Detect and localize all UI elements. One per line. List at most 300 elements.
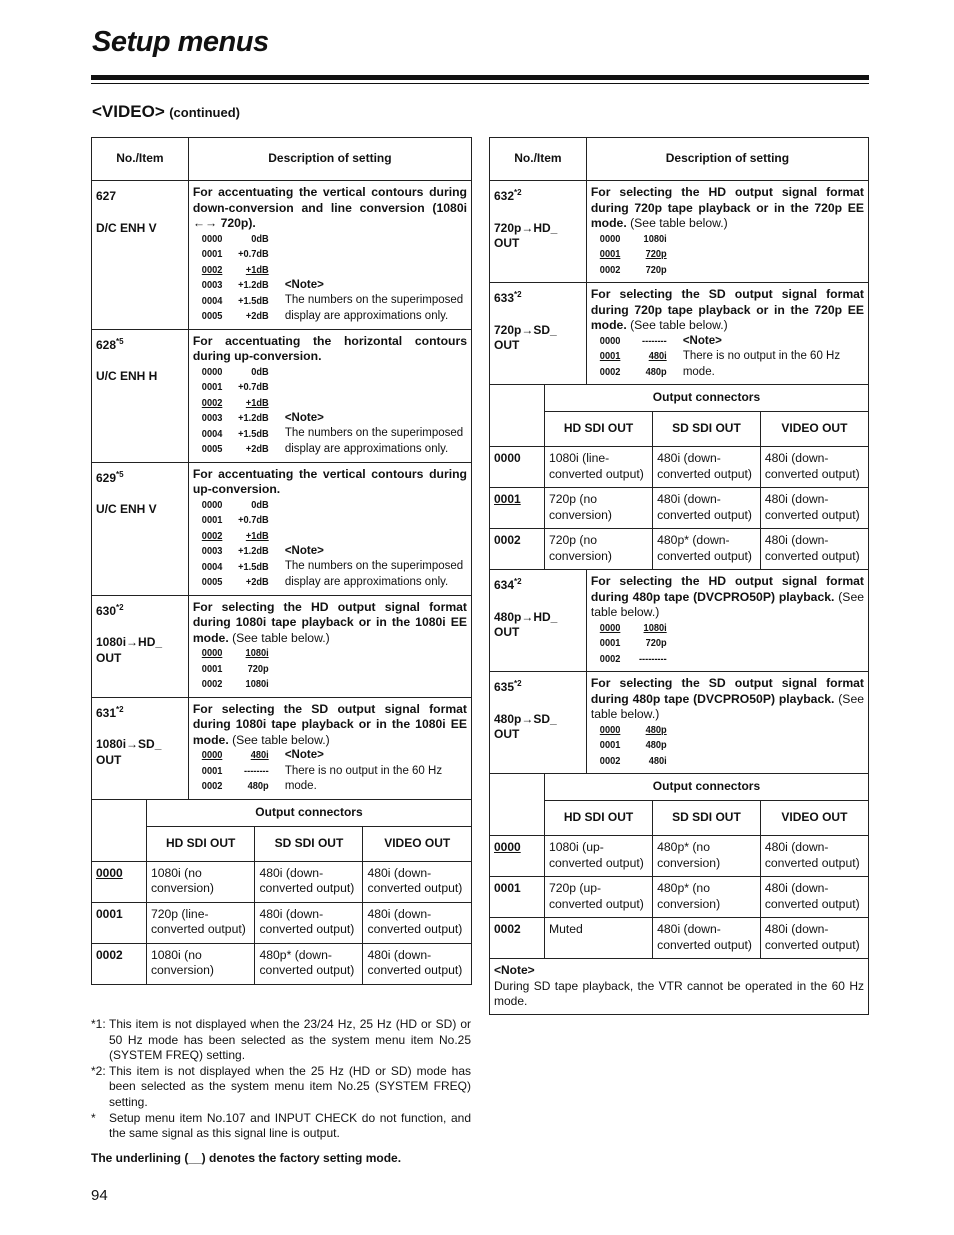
- item-description-tail: (See table below.): [232, 630, 330, 645]
- output-row: [490, 447, 869, 488]
- option-list: [193, 365, 279, 458]
- option-code: 0004: [201, 294, 223, 307]
- option-code: 0002: [599, 652, 621, 665]
- option-note: [285, 278, 467, 325]
- item-description: [193, 702, 467, 749]
- output-values-table: [545, 918, 868, 958]
- output-values-cell: [544, 877, 868, 918]
- option-row: [193, 575, 269, 591]
- output-video-value: 480i (down-converted output): [760, 488, 868, 528]
- note-text: During SD tape playback, the VTR cannot be operated in the 60 Hz mode.: [494, 978, 864, 1008]
- output-values-table: [147, 944, 471, 984]
- output-values-row: [545, 836, 868, 876]
- item-code-number: 634: [494, 578, 515, 592]
- item-footnote-ref: *5: [116, 469, 124, 479]
- output-values-cell: [544, 836, 868, 877]
- output-sd-value: 480p* (down-converted output): [653, 529, 761, 569]
- output-col-table: [147, 827, 471, 861]
- item-code-number: 631: [96, 705, 117, 720]
- option-value: --------: [243, 764, 269, 777]
- option-row: [591, 754, 667, 770]
- option-row: [193, 411, 269, 427]
- option-row: [193, 498, 269, 514]
- option-row: [193, 427, 269, 443]
- option-row: [193, 247, 269, 263]
- option-code: 0004: [201, 427, 223, 440]
- note-text: There is no output in the 60 Hz mode.: [284, 764, 443, 792]
- output-values-cell: [146, 902, 471, 943]
- option-list: [591, 723, 677, 770]
- setting-row: [490, 181, 869, 283]
- item-code-number: 629: [96, 470, 117, 485]
- output-video-value: 480i (down-converted output): [363, 944, 471, 984]
- output-values-row: [545, 488, 868, 528]
- option-value: 480i: [250, 749, 269, 761]
- output-col-header-cell: VIDEO OUT: [363, 827, 471, 861]
- option-value: +2dB: [245, 576, 269, 588]
- option-value: +1.2dB: [237, 279, 269, 291]
- output-sd-value: 480i (down-converted output): [653, 488, 761, 528]
- output-hd-value: 720p (line-converted output): [147, 903, 255, 943]
- output-sd-value: 480i (down-converted output): [653, 447, 761, 487]
- option-code: 0002: [599, 263, 621, 276]
- option-value: +0.7dB: [237, 248, 269, 260]
- item-name: 1080i→HD_ OUT: [96, 635, 163, 665]
- item-number-cell: [92, 697, 189, 799]
- option-value: 480i: [648, 754, 667, 767]
- item-description-text: For accentuating the horizontal contours during up-conversion.: [192, 333, 467, 363]
- option-row: [193, 544, 269, 560]
- output-col-cell: [544, 801, 868, 836]
- option-code: 0000: [599, 334, 621, 347]
- output-values-row: [545, 529, 868, 569]
- output-sd-value: 480p* (no conversion): [653, 836, 761, 876]
- option-row: [193, 662, 269, 678]
- output-hd-value: 1080i (no conversion): [147, 944, 255, 984]
- item-description: [193, 334, 467, 365]
- option-code: 0002: [201, 780, 223, 792]
- option-value: +1.5dB: [237, 427, 269, 440]
- option-value: 480p: [645, 739, 667, 751]
- footnote-text: This item is not displayed when the 23/24 Hz, 25 Hz (HD or SD) or 50 Hz mode has been selected as the system menu item No.25 (SYSTEM FREQ) setting.: [109, 1017, 471, 1063]
- option-code: 0002: [599, 754, 621, 767]
- item-name: 720p→SD_ OUT: [494, 322, 557, 352]
- item-description-cell: [586, 181, 868, 283]
- item-description-text: For selecting the HD output signal format during 720p tape playback or in the 720p EE mode.: [590, 185, 864, 230]
- left-settings-table: [91, 137, 472, 985]
- item-description: [591, 676, 864, 723]
- output-col-row: [92, 826, 472, 861]
- item-code-number: 633: [494, 291, 515, 305]
- note-title: <Note>: [284, 544, 324, 557]
- option-row: [193, 365, 269, 381]
- output-values-row: [545, 918, 868, 958]
- output-values-cell: [146, 861, 471, 902]
- setting-row: [92, 462, 472, 595]
- options-block: [591, 232, 864, 279]
- item-description-cell: [586, 672, 868, 774]
- option-value: +1.5dB: [237, 294, 269, 307]
- output-row: [92, 902, 472, 943]
- option-value: ---------: [638, 652, 667, 665]
- output-video-value: 480i (down-converted output): [760, 836, 868, 876]
- item-footnote-ref: *2: [116, 704, 124, 714]
- option-code: 0000: [201, 365, 223, 378]
- item-description-text: For accentuating the vertical contours during down-conversion and line conversion (1080i ←→ 720p).: [192, 185, 467, 230]
- option-row: [591, 263, 667, 279]
- option-code: 0000: [201, 647, 223, 659]
- output-hd-value: 1080i (up-converted output): [545, 836, 653, 876]
- footnote-text: This item is not displayed when the 25 Hz (HD or SD) mode has been selected as the system menu item No.25 (SYSTEM FREQ) setting.: [109, 1063, 471, 1109]
- section-main: <VIDEO>: [92, 102, 165, 121]
- setting-row: [92, 697, 472, 799]
- item-name: D/C ENH V: [96, 220, 157, 235]
- output-values-table: [545, 529, 868, 569]
- output-col-row: [490, 412, 869, 447]
- option-row: [193, 646, 269, 662]
- option-row: [193, 294, 269, 310]
- output-col-header-cell: SD SDI OUT: [255, 827, 363, 861]
- output-col-header-cell: HD SDI OUT: [147, 827, 255, 861]
- option-row: [193, 263, 269, 279]
- output-values-table: [545, 877, 868, 917]
- setting-row: [92, 329, 472, 462]
- item-description-tail: (See table below.): [590, 589, 864, 619]
- output-corner-cell: [490, 774, 545, 836]
- item-code: [96, 467, 184, 487]
- item-description-cell: [188, 181, 471, 330]
- options-block: [193, 646, 467, 693]
- item-number-cell: [92, 181, 189, 330]
- option-note: [683, 334, 864, 381]
- note-title: <Note>: [682, 334, 722, 347]
- item-description-text: For selecting the HD output signal format during 480p tape (DVCPRO50P) playback.: [590, 574, 864, 604]
- option-code: 0001: [201, 662, 223, 675]
- setting-row: [92, 595, 472, 697]
- item-name: 720p→HD_ OUT: [494, 220, 558, 250]
- option-list: [193, 498, 279, 591]
- setting-row: [490, 570, 869, 672]
- output-hd-value: 1080i (line-converted output): [545, 447, 653, 487]
- item-description: [193, 467, 467, 498]
- item-description-text: For selecting the SD output signal format during 480p tape (DVCPRO50P) playback.: [590, 676, 864, 706]
- option-list: [193, 646, 279, 693]
- output-hd-value: 720p (no conversion): [545, 529, 653, 569]
- item-number-cell: [490, 672, 587, 774]
- note-text: The numbers on the superimposed display are approximations only.: [284, 427, 464, 455]
- item-name: 480p→SD_ OUT: [494, 711, 557, 741]
- item-code: [494, 185, 582, 205]
- option-code: 0004: [201, 560, 223, 573]
- footnotes: [91, 1017, 471, 1142]
- output-sd-value: 480i (down-converted output): [255, 862, 363, 902]
- output-col-header-cell: VIDEO OUT: [760, 801, 868, 835]
- item-name: 480p→HD_ OUT: [494, 609, 558, 639]
- output-values-table: [147, 862, 471, 902]
- output-hd-value: 720p (up-converted output): [545, 877, 653, 917]
- option-value: 480p: [645, 723, 667, 736]
- output-hd-value: 1080i (no conversion): [147, 862, 255, 902]
- footnote-mark: *1:: [91, 1017, 106, 1031]
- output-corner-cell: [490, 385, 545, 447]
- output-title: Output connectors: [146, 799, 471, 826]
- item-code: [494, 574, 582, 594]
- note-title: <Note>: [494, 963, 535, 977]
- option-code: 0001: [201, 248, 223, 260]
- option-row: [193, 442, 269, 458]
- option-code: 0001: [201, 764, 223, 777]
- option-code: 0002: [201, 396, 223, 409]
- note-title: <Note>: [284, 278, 324, 291]
- option-row: [591, 652, 667, 668]
- item-code: [494, 287, 582, 307]
- option-row: [193, 278, 269, 294]
- output-values-table: [545, 447, 868, 487]
- item-description-tail: (See table below.): [232, 732, 330, 747]
- item-description: [193, 600, 467, 647]
- option-value: 0dB: [251, 498, 269, 511]
- option-row: [193, 779, 269, 795]
- output-col-header-cell: SD SDI OUT: [653, 412, 761, 446]
- item-description-tail: (See table below.): [630, 216, 728, 230]
- output-col-row: [490, 801, 869, 836]
- option-value: 1080i: [643, 621, 667, 634]
- output-col-table: [545, 801, 868, 835]
- output-col-header: [147, 827, 471, 861]
- option-value: +2dB: [245, 310, 269, 322]
- option-value: 480p: [247, 780, 269, 792]
- item-description-text: For selecting the HD output signal format during 1080i tape playback or in the 1080i EE mode.: [192, 599, 467, 645]
- output-values-row: [147, 903, 471, 943]
- output-sd-value: 480p* (no conversion): [653, 877, 761, 917]
- output-title-row: [92, 799, 472, 826]
- item-code: [96, 702, 184, 722]
- output-row: [92, 861, 472, 902]
- option-code: 0000: [201, 749, 223, 761]
- option-value: 720p: [247, 662, 269, 675]
- option-value: 0dB: [251, 365, 269, 378]
- output-code: 0001: [490, 488, 545, 529]
- section-heading: [92, 102, 240, 122]
- output-values-cell: [544, 488, 868, 529]
- item-description-cell: [188, 462, 471, 595]
- option-code: 0002: [201, 678, 223, 690]
- output-row: [490, 918, 869, 959]
- item-code-number: 632: [494, 189, 515, 203]
- option-value: +1dB: [245, 263, 269, 276]
- option-code: 0001: [599, 248, 621, 260]
- output-code: 0000: [92, 861, 147, 902]
- option-row: [591, 349, 667, 365]
- section-sub: (continued): [169, 105, 240, 120]
- option-value: 1080i: [643, 232, 667, 245]
- note-title: <Note>: [284, 411, 324, 424]
- option-code: 0005: [201, 310, 223, 322]
- option-note: [285, 411, 467, 458]
- option-row: [591, 247, 667, 263]
- option-code: 0002: [201, 263, 223, 276]
- title-rule: [91, 75, 869, 80]
- item-description: [591, 287, 864, 334]
- option-value: +0.7dB: [237, 381, 269, 393]
- option-list: [591, 334, 677, 381]
- option-row: [591, 723, 667, 739]
- item-code-number: 630: [96, 603, 117, 618]
- col-header-no: No./Item: [92, 138, 189, 181]
- item-description-tail: (See table below.): [630, 318, 728, 332]
- item-number-cell: [490, 181, 587, 283]
- options-block: [193, 365, 467, 458]
- output-title-row: [490, 385, 869, 412]
- option-row: [193, 380, 269, 396]
- output-title: Output connectors: [544, 385, 868, 412]
- note-text: The numbers on the superimposed display are approximations only.: [284, 560, 464, 588]
- output-col-cell: [146, 826, 471, 861]
- output-values-cell: [544, 529, 868, 570]
- option-code: 0002: [201, 529, 223, 542]
- option-value: 720p: [645, 263, 667, 276]
- output-values-row: [147, 944, 471, 984]
- option-list: [591, 621, 677, 668]
- option-row: [193, 396, 269, 412]
- footnote-text: Setup menu item No.107 and INPUT CHECK do not function, and the same signal as this signal line is output.: [109, 1110, 471, 1141]
- col-header-desc: Description of setting: [188, 138, 471, 181]
- item-description-cell: [188, 329, 471, 462]
- option-value: +1.2dB: [237, 545, 269, 557]
- option-note: [285, 748, 467, 795]
- option-value: +1.2dB: [237, 412, 269, 424]
- item-description-cell: [586, 283, 868, 385]
- setting-row: [490, 672, 869, 774]
- output-video-value: 480i (down-converted output): [363, 862, 471, 902]
- option-row: [193, 232, 269, 248]
- option-row: [193, 309, 269, 325]
- output-values-row: [147, 862, 471, 902]
- output-col-header-cell: VIDEO OUT: [760, 412, 868, 446]
- item-number-cell: [490, 283, 587, 385]
- header-row: [92, 138, 472, 181]
- footnote-mark: *2:: [91, 1063, 106, 1078]
- item-footnote-ref: *2: [116, 602, 124, 612]
- output-row: [490, 836, 869, 877]
- options-block: [193, 232, 467, 325]
- output-title-row: [490, 774, 869, 801]
- option-code: 0001: [201, 514, 223, 526]
- item-code-number: 628: [96, 337, 117, 352]
- item-footnote-ref: *2: [514, 577, 522, 586]
- option-value: +1dB: [245, 529, 269, 542]
- output-row: [490, 488, 869, 529]
- item-code-number: 635: [494, 680, 515, 694]
- option-code: 0001: [201, 381, 223, 393]
- output-values-table: [147, 903, 471, 943]
- item-description-cell: [188, 697, 471, 799]
- output-col-header: [545, 801, 868, 835]
- option-code: 0000: [201, 498, 223, 511]
- item-number-cell: [490, 570, 587, 672]
- output-video-value: 480i (down-converted output): [363, 903, 471, 943]
- output-values-table: [545, 836, 868, 876]
- item-name: U/C ENH V: [96, 502, 157, 516]
- underline-note: The underlining (__) denotes the factory setting mode.: [91, 1151, 402, 1165]
- output-row: [490, 877, 869, 918]
- output-values-row: [545, 877, 868, 917]
- option-row: [591, 365, 667, 381]
- output-hd-value: 720p (no conversion): [545, 488, 653, 528]
- output-col-cell: [544, 412, 868, 447]
- output-code: 0002: [92, 943, 147, 984]
- option-value: 720p: [645, 637, 667, 649]
- option-value: 480i: [648, 350, 667, 362]
- footnote: [91, 1017, 471, 1064]
- item-description: [193, 185, 467, 232]
- note-cell: [490, 959, 869, 1015]
- note-title: <Note>: [284, 749, 324, 761]
- output-sd-value: 480p* (down-converted output): [255, 944, 363, 984]
- output-col-table: [545, 412, 868, 446]
- item-footnote-ref: *5: [116, 336, 124, 346]
- output-video-value: 480i (down-converted output): [760, 877, 868, 917]
- option-row: [193, 529, 269, 545]
- footnote: [91, 1064, 471, 1111]
- options-block: [591, 723, 864, 770]
- output-col-header: [545, 412, 868, 446]
- item-code: [96, 600, 184, 620]
- output-video-value: 480i (down-converted output): [760, 529, 868, 569]
- option-row: [591, 334, 667, 350]
- option-code: 0000: [201, 232, 223, 245]
- option-note: [285, 544, 467, 591]
- output-corner-cell: [92, 799, 147, 861]
- option-code: 0002: [599, 365, 621, 378]
- output-col-header-cell: SD SDI OUT: [653, 801, 761, 835]
- item-footnote-ref: *2: [514, 290, 522, 299]
- option-code: 0000: [599, 621, 621, 634]
- header-row: [490, 138, 869, 181]
- note-text: The numbers on the superimposed display are approximations only.: [284, 294, 464, 322]
- option-value: 1080i: [245, 647, 269, 659]
- note-row: [490, 959, 869, 1015]
- footnote: [91, 1111, 471, 1142]
- item-code: [494, 676, 582, 696]
- option-value: 720p: [645, 248, 667, 260]
- item-name: 1080i→SD_ OUT: [96, 737, 162, 767]
- output-values-row: [545, 447, 868, 487]
- item-number-cell: [92, 329, 189, 462]
- output-code: 0000: [490, 836, 545, 877]
- item-description-tail: (See table below.): [590, 691, 864, 721]
- output-values-cell: [146, 943, 471, 984]
- output-code: 0001: [490, 877, 545, 918]
- output-values-cell: [544, 447, 868, 488]
- output-hd-value: Muted: [545, 918, 653, 958]
- item-code-number: 627: [96, 189, 117, 203]
- options-block: [591, 334, 864, 381]
- footnote-mark: *: [91, 1110, 96, 1125]
- page-number: 94: [91, 1187, 108, 1204]
- options-block: [193, 748, 467, 795]
- option-code: 0005: [201, 576, 223, 588]
- option-value: +1dB: [245, 396, 269, 409]
- item-description-text: For accentuating the vertical contours during up-conversion.: [192, 466, 467, 496]
- output-sd-value: 480i (down-converted output): [255, 903, 363, 943]
- option-value: +1.5dB: [237, 560, 269, 573]
- setting-row: [490, 283, 869, 385]
- option-value: +2dB: [245, 443, 269, 455]
- item-name: U/C ENH H: [96, 369, 158, 383]
- page-title: Setup menus: [92, 26, 269, 58]
- option-row: [591, 738, 667, 754]
